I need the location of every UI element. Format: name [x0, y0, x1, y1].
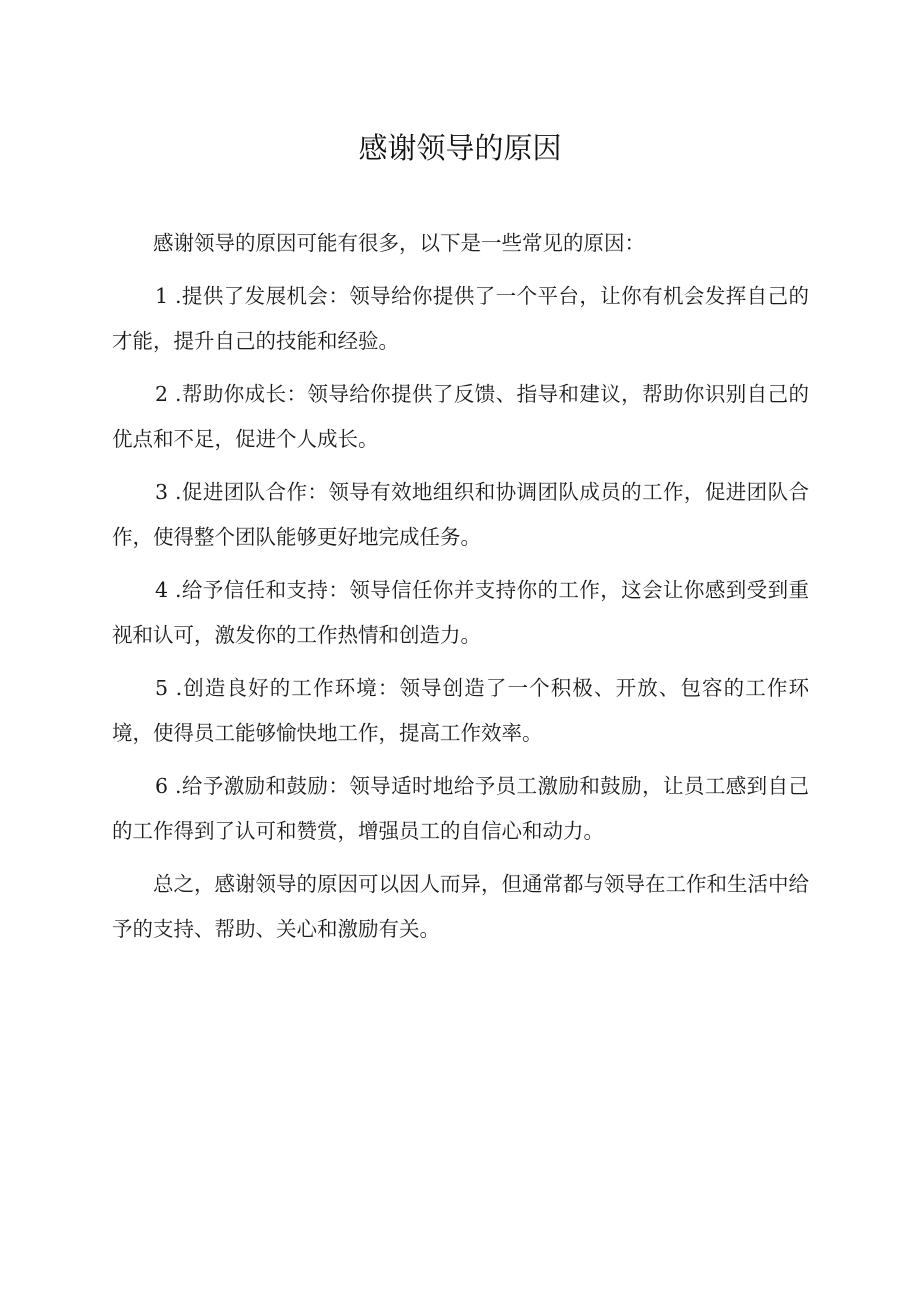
document-body	[112, 221, 809, 960]
reason-item-4: 4 .给予信任和支持：领导信任你并支持你的工作，这会让你感到受到重视和认可，激发你的工作热情和创造力。	[112, 578, 809, 647]
reason-item-5: 5 .创造良好的工作环境：领导创造了一个积极、开放、包容的工作环境，使得员工能够愉快地工作，提高工作效率。	[112, 676, 809, 745]
document-title: 感谢领导的原因	[358, 131, 562, 165]
intro-paragraph: 感谢领导的原因可能有很多，以下是一些常见的原因：	[153, 231, 645, 255]
conclusion-paragraph: 总之，感谢领导的原因可以因人而异，但通常都与领导在工作和生活中给予的支持、帮助、关心和激励有关。	[112, 872, 809, 941]
reason-item-6: 6 .给予激励和鼓励：领导适时地给予员工激励和鼓励，让员工感到自己的工作得到了认可和赞赏，增强员工的自信心和动力。	[112, 774, 809, 843]
reason-item-3: 3 .促进团队合作：领导有效地组织和协调团队成员的工作，促进团队合作，使得整个团队能够更好地完成任务。	[112, 480, 809, 549]
reason-item-1: 1 .提供了发展机会：领导给你提供了一个平台，让你有机会发挥自己的才能，提升自己的技能和经验。	[112, 284, 809, 353]
reason-item-2: 2 .帮助你成长：领导给你提供了反馈、指导和建议，帮助你识别自己的优点和不足，促进个人成长。	[112, 382, 809, 451]
